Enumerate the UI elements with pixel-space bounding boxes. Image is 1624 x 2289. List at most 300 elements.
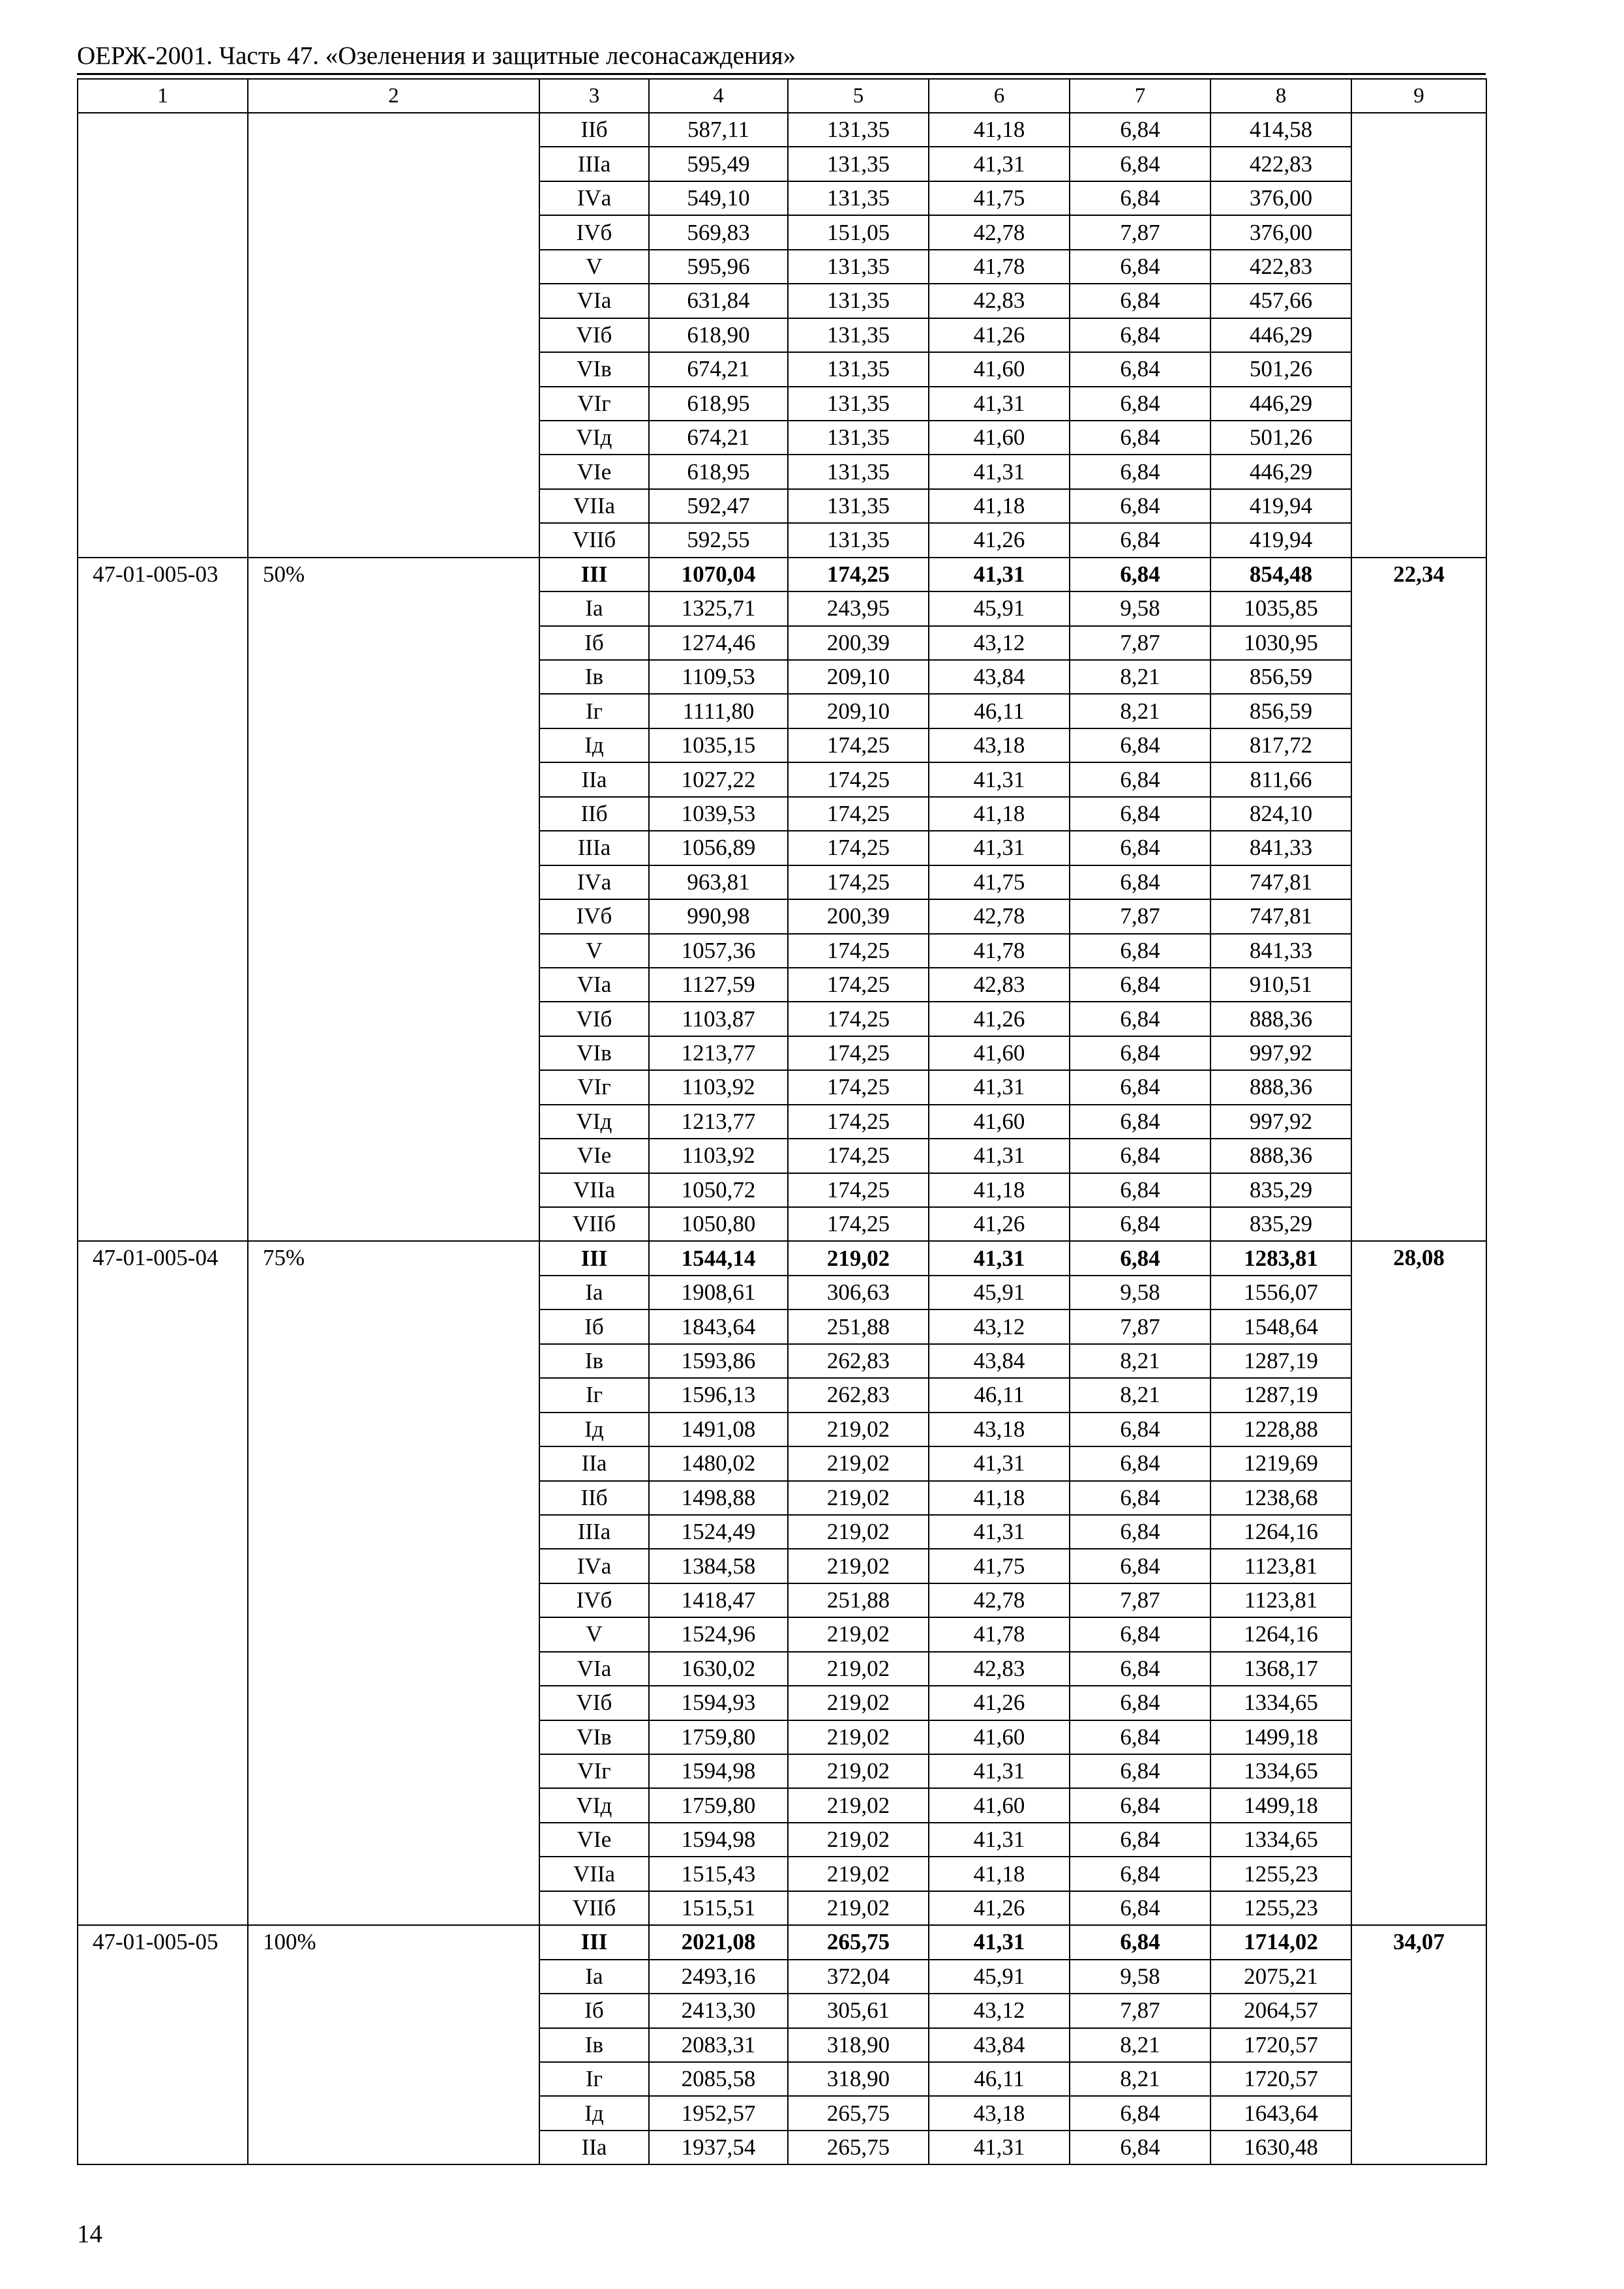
zone-cell: Iд bbox=[539, 728, 649, 762]
value-cell: 376,00 bbox=[1210, 181, 1351, 215]
value-cell: 43,18 bbox=[929, 728, 1070, 762]
zone-cell: Iв bbox=[539, 1344, 649, 1378]
value-cell: 7,87 bbox=[1070, 1994, 1210, 2027]
value-cell: 1030,95 bbox=[1210, 626, 1351, 660]
value-cell: 631,84 bbox=[649, 284, 788, 318]
col9-cell: 22,34 bbox=[1351, 558, 1486, 1242]
value-cell: 6,84 bbox=[1070, 1925, 1210, 1959]
value-cell: 1630,48 bbox=[1210, 2131, 1351, 2164]
value-cell: 446,29 bbox=[1210, 318, 1351, 352]
parameter-cell: 75% bbox=[248, 1241, 539, 1925]
value-cell: 7,87 bbox=[1070, 626, 1210, 660]
value-cell: 41,31 bbox=[929, 2131, 1070, 2164]
value-cell: 811,66 bbox=[1210, 762, 1351, 796]
value-cell: 41,60 bbox=[929, 1036, 1070, 1070]
value-cell: 306,63 bbox=[788, 1276, 929, 1309]
value-cell: 262,83 bbox=[788, 1344, 929, 1378]
value-cell: 265,75 bbox=[788, 2131, 929, 2164]
value-cell: 318,90 bbox=[788, 2062, 929, 2096]
value-cell: 6,84 bbox=[1070, 1857, 1210, 1891]
zone-cell: III bbox=[539, 558, 649, 591]
value-cell: 174,25 bbox=[788, 1002, 929, 1036]
value-cell: 8,21 bbox=[1070, 2028, 1210, 2062]
value-cell: 7,87 bbox=[1070, 899, 1210, 933]
value-cell: 6,84 bbox=[1070, 2096, 1210, 2130]
value-cell: 1720,57 bbox=[1210, 2028, 1351, 2062]
value-cell: 41,60 bbox=[929, 1105, 1070, 1139]
value-cell: 1334,65 bbox=[1210, 1754, 1351, 1788]
zone-cell: IVб bbox=[539, 899, 649, 933]
value-cell: 174,25 bbox=[788, 1070, 929, 1104]
value-cell: 131,35 bbox=[788, 147, 929, 181]
zone-cell: VIIб bbox=[539, 523, 649, 557]
value-cell: 6,84 bbox=[1070, 1036, 1210, 1070]
value-cell: 41,18 bbox=[929, 113, 1070, 147]
value-cell: 747,81 bbox=[1210, 899, 1351, 933]
value-cell: 46,11 bbox=[929, 1378, 1070, 1412]
value-cell: 219,02 bbox=[788, 1413, 929, 1446]
value-cell: 1103,92 bbox=[649, 1139, 788, 1173]
value-cell: 501,26 bbox=[1210, 352, 1351, 386]
parameter-cell: 50% bbox=[248, 558, 539, 1242]
value-cell: 219,02 bbox=[788, 1823, 929, 1857]
value-cell: 6,84 bbox=[1070, 1241, 1210, 1275]
value-cell: 41,31 bbox=[929, 147, 1070, 181]
value-cell: 376,00 bbox=[1210, 215, 1351, 249]
value-cell: 1109,53 bbox=[649, 660, 788, 694]
value-cell: 43,18 bbox=[929, 1413, 1070, 1446]
value-cell: 1384,58 bbox=[649, 1549, 788, 1583]
value-cell: 318,90 bbox=[788, 2028, 929, 2062]
value-cell: 41,18 bbox=[929, 1481, 1070, 1515]
value-cell: 595,96 bbox=[649, 250, 788, 284]
zone-cell: Iа bbox=[539, 591, 649, 625]
value-cell: 1219,69 bbox=[1210, 1446, 1351, 1480]
value-cell: 43,18 bbox=[929, 2096, 1070, 2130]
zone-cell: VIг bbox=[539, 1070, 649, 1104]
value-cell: 6,84 bbox=[1070, 1105, 1210, 1139]
value-cell: 674,21 bbox=[649, 421, 788, 455]
value-cell: 41,31 bbox=[929, 558, 1070, 591]
value-cell: 41,31 bbox=[929, 1241, 1070, 1275]
zone-cell: Iг bbox=[539, 1378, 649, 1412]
value-cell: 856,59 bbox=[1210, 660, 1351, 694]
value-cell: 174,25 bbox=[788, 934, 929, 968]
zone-cell: VIв bbox=[539, 1036, 649, 1070]
value-cell: 6,84 bbox=[1070, 1446, 1210, 1480]
value-cell: 997,92 bbox=[1210, 1036, 1351, 1070]
value-cell: 174,25 bbox=[788, 558, 929, 591]
zone-cell: VIIб bbox=[539, 1891, 649, 1925]
value-cell: 618,90 bbox=[649, 318, 788, 352]
value-cell: 6,84 bbox=[1070, 113, 1210, 147]
value-cell: 6,84 bbox=[1070, 387, 1210, 421]
value-cell: 131,35 bbox=[788, 387, 929, 421]
value-cell: 1937,54 bbox=[649, 2131, 788, 2164]
value-cell: 6,84 bbox=[1070, 147, 1210, 181]
column-number-cell: 9 bbox=[1351, 79, 1486, 113]
col9-cell bbox=[1351, 113, 1486, 558]
zone-cell: Iа bbox=[539, 1960, 649, 1994]
value-cell: 8,21 bbox=[1070, 694, 1210, 728]
value-cell: 41,60 bbox=[929, 1720, 1070, 1754]
value-cell: 7,87 bbox=[1070, 215, 1210, 249]
value-cell: 6,84 bbox=[1070, 1413, 1210, 1446]
value-cell: 6,84 bbox=[1070, 934, 1210, 968]
value-cell: 42,83 bbox=[929, 968, 1070, 1002]
value-cell: 6,84 bbox=[1070, 1788, 1210, 1822]
zone-cell: Iд bbox=[539, 1413, 649, 1446]
value-cell: 569,83 bbox=[649, 215, 788, 249]
value-cell: 446,29 bbox=[1210, 387, 1351, 421]
value-cell: 1057,36 bbox=[649, 934, 788, 968]
value-cell: 131,35 bbox=[788, 489, 929, 523]
parameter-cell: 100% bbox=[248, 1925, 539, 2164]
value-cell: 265,75 bbox=[788, 1925, 929, 1959]
value-cell: 549,10 bbox=[649, 181, 788, 215]
value-cell: 1418,47 bbox=[649, 1583, 788, 1617]
value-cell: 174,25 bbox=[788, 728, 929, 762]
zone-cell: VIе bbox=[539, 1823, 649, 1857]
value-cell: 131,35 bbox=[788, 181, 929, 215]
value-cell: 422,83 bbox=[1210, 147, 1351, 181]
zone-cell: VIе bbox=[539, 1139, 649, 1173]
value-cell: 6,84 bbox=[1070, 1070, 1210, 1104]
zone-cell: III bbox=[539, 1925, 649, 1959]
zone-cell: IIа bbox=[539, 2131, 649, 2164]
value-cell: 174,25 bbox=[788, 1139, 929, 1173]
value-cell: 7,87 bbox=[1070, 1309, 1210, 1343]
value-cell: 1103,87 bbox=[649, 1002, 788, 1036]
value-cell: 446,29 bbox=[1210, 455, 1351, 488]
value-cell: 131,35 bbox=[788, 284, 929, 318]
value-cell: 43,84 bbox=[929, 2028, 1070, 2062]
value-cell: 592,55 bbox=[649, 523, 788, 557]
value-cell: 854,48 bbox=[1210, 558, 1351, 591]
value-cell: 41,31 bbox=[929, 1139, 1070, 1173]
value-cell: 243,95 bbox=[788, 591, 929, 625]
value-cell: 6,84 bbox=[1070, 318, 1210, 352]
zone-cell: IIб bbox=[539, 797, 649, 831]
table-row bbox=[78, 558, 1486, 591]
value-cell: 41,18 bbox=[929, 797, 1070, 831]
zone-cell: IIа bbox=[539, 762, 649, 796]
value-cell: 618,95 bbox=[649, 387, 788, 421]
value-cell: 262,83 bbox=[788, 1378, 929, 1412]
zone-cell: IIб bbox=[539, 1481, 649, 1515]
value-cell: 1255,23 bbox=[1210, 1857, 1351, 1891]
value-cell: 457,66 bbox=[1210, 284, 1351, 318]
value-cell: 6,84 bbox=[1070, 831, 1210, 865]
zone-cell: IVа bbox=[539, 1549, 649, 1583]
value-cell: 1952,57 bbox=[649, 2096, 788, 2130]
value-cell: 6,84 bbox=[1070, 558, 1210, 591]
zone-cell: Iб bbox=[539, 1309, 649, 1343]
value-cell: 41,31 bbox=[929, 1823, 1070, 1857]
value-cell: 41,78 bbox=[929, 1617, 1070, 1651]
value-cell: 200,39 bbox=[788, 626, 929, 660]
zone-cell: VIа bbox=[539, 284, 649, 318]
value-cell: 41,26 bbox=[929, 1207, 1070, 1241]
value-cell: 6,84 bbox=[1070, 455, 1210, 488]
value-cell: 2075,21 bbox=[1210, 1960, 1351, 1994]
value-cell: 1111,80 bbox=[649, 694, 788, 728]
zone-cell: VIб bbox=[539, 1002, 649, 1036]
zone-cell: IVб bbox=[539, 215, 649, 249]
value-cell: 1070,04 bbox=[649, 558, 788, 591]
zone-cell: IVб bbox=[539, 1583, 649, 1617]
value-cell: 6,84 bbox=[1070, 728, 1210, 762]
zone-cell: VIа bbox=[539, 1652, 649, 1686]
value-cell: 6,84 bbox=[1070, 1754, 1210, 1788]
value-cell: 41,31 bbox=[929, 1515, 1070, 1549]
value-cell: 251,88 bbox=[788, 1583, 929, 1617]
value-cell: 6,84 bbox=[1070, 181, 1210, 215]
value-cell: 219,02 bbox=[788, 1549, 929, 1583]
value-cell: 1213,77 bbox=[649, 1105, 788, 1139]
column-number-cell: 3 bbox=[539, 79, 649, 113]
value-cell: 41,26 bbox=[929, 523, 1070, 557]
value-cell: 131,35 bbox=[788, 523, 929, 557]
header-rule bbox=[77, 73, 1486, 75]
value-cell: 265,75 bbox=[788, 2096, 929, 2130]
value-cell: 200,39 bbox=[788, 899, 929, 933]
zone-cell: VIа bbox=[539, 968, 649, 1002]
zone-cell: IIIа bbox=[539, 831, 649, 865]
value-cell: 888,36 bbox=[1210, 1070, 1351, 1104]
rates-table bbox=[77, 78, 1487, 2165]
value-cell: 41,26 bbox=[929, 318, 1070, 352]
value-cell: 174,25 bbox=[788, 865, 929, 899]
value-cell: 41,18 bbox=[929, 489, 1070, 523]
value-cell: 817,72 bbox=[1210, 728, 1351, 762]
column-number-cell: 8 bbox=[1210, 79, 1351, 113]
value-cell: 1596,13 bbox=[649, 1378, 788, 1412]
value-cell: 6,84 bbox=[1070, 762, 1210, 796]
zone-cell: Iг bbox=[539, 694, 649, 728]
zone-cell: IIб bbox=[539, 113, 649, 147]
value-cell: 8,21 bbox=[1070, 1378, 1210, 1412]
value-cell: 1498,88 bbox=[649, 1481, 788, 1515]
value-cell: 41,75 bbox=[929, 865, 1070, 899]
zone-cell: Iг bbox=[539, 2062, 649, 2096]
table-row bbox=[78, 1925, 1486, 1959]
value-cell: 1228,88 bbox=[1210, 1413, 1351, 1446]
value-cell: 42,78 bbox=[929, 1583, 1070, 1617]
value-cell: 6,84 bbox=[1070, 1481, 1210, 1515]
zone-cell: Iв bbox=[539, 2028, 649, 2062]
value-cell: 6,84 bbox=[1070, 1002, 1210, 1036]
value-cell: 6,84 bbox=[1070, 1686, 1210, 1720]
value-cell: 990,98 bbox=[649, 899, 788, 933]
value-cell: 841,33 bbox=[1210, 934, 1351, 968]
value-cell: 174,25 bbox=[788, 1036, 929, 1070]
value-cell: 1630,02 bbox=[649, 1652, 788, 1686]
value-cell: 1334,65 bbox=[1210, 1686, 1351, 1720]
value-cell: 1283,81 bbox=[1210, 1241, 1351, 1275]
value-cell: 419,94 bbox=[1210, 523, 1351, 557]
column-number-cell: 7 bbox=[1070, 79, 1210, 113]
value-cell: 6,84 bbox=[1070, 1515, 1210, 1549]
value-cell: 1499,18 bbox=[1210, 1720, 1351, 1754]
value-cell: 6,84 bbox=[1070, 284, 1210, 318]
table-row bbox=[78, 113, 1486, 147]
value-cell: 9,58 bbox=[1070, 1276, 1210, 1309]
value-cell: 43,12 bbox=[929, 1309, 1070, 1343]
value-cell: 1515,43 bbox=[649, 1857, 788, 1891]
value-cell: 1548,64 bbox=[1210, 1309, 1351, 1343]
value-cell: 131,35 bbox=[788, 250, 929, 284]
value-cell: 1123,81 bbox=[1210, 1549, 1351, 1583]
value-cell: 219,02 bbox=[788, 1652, 929, 1686]
value-cell: 1274,46 bbox=[649, 626, 788, 660]
value-cell: 9,58 bbox=[1070, 591, 1210, 625]
value-cell: 41,31 bbox=[929, 1754, 1070, 1788]
value-cell: 1759,80 bbox=[649, 1788, 788, 1822]
value-cell: 592,47 bbox=[649, 489, 788, 523]
value-cell: 219,02 bbox=[788, 1788, 929, 1822]
value-cell: 209,10 bbox=[788, 660, 929, 694]
value-cell: 1544,14 bbox=[649, 1241, 788, 1275]
value-cell: 372,04 bbox=[788, 1960, 929, 1994]
value-cell: 43,84 bbox=[929, 1344, 1070, 1378]
value-cell: 414,58 bbox=[1210, 113, 1351, 147]
zone-cell: VIб bbox=[539, 1686, 649, 1720]
zone-cell: VIв bbox=[539, 352, 649, 386]
value-cell: 1491,08 bbox=[649, 1413, 788, 1446]
column-number-cell: 1 bbox=[78, 79, 248, 113]
value-cell: 219,02 bbox=[788, 1686, 929, 1720]
value-cell: 45,91 bbox=[929, 1960, 1070, 1994]
value-cell: 41,78 bbox=[929, 934, 1070, 968]
value-cell: 618,95 bbox=[649, 455, 788, 488]
rate-code-cell: 47-01-005-05 bbox=[78, 1925, 248, 2164]
value-cell: 41,60 bbox=[929, 1788, 1070, 1822]
value-cell: 6,84 bbox=[1070, 1549, 1210, 1583]
value-cell: 1238,68 bbox=[1210, 1481, 1351, 1515]
value-cell: 2493,16 bbox=[649, 1960, 788, 1994]
value-cell: 219,02 bbox=[788, 1891, 929, 1925]
value-cell: 251,88 bbox=[788, 1309, 929, 1343]
value-cell: 7,87 bbox=[1070, 1583, 1210, 1617]
value-cell: 835,29 bbox=[1210, 1207, 1351, 1241]
value-cell: 42,83 bbox=[929, 284, 1070, 318]
value-cell: 1287,19 bbox=[1210, 1344, 1351, 1378]
value-cell: 501,26 bbox=[1210, 421, 1351, 455]
value-cell: 1499,18 bbox=[1210, 1788, 1351, 1822]
value-cell: 1050,72 bbox=[649, 1173, 788, 1207]
value-cell: 2064,57 bbox=[1210, 1994, 1351, 2027]
value-cell: 1720,57 bbox=[1210, 2062, 1351, 2096]
value-cell: 42,83 bbox=[929, 1652, 1070, 1686]
value-cell: 1255,23 bbox=[1210, 1891, 1351, 1925]
value-cell: 6,84 bbox=[1070, 865, 1210, 899]
zone-cell: V bbox=[539, 250, 649, 284]
value-cell: 41,31 bbox=[929, 387, 1070, 421]
value-cell: 174,25 bbox=[788, 968, 929, 1002]
value-cell: 1264,16 bbox=[1210, 1617, 1351, 1651]
zone-cell: VIе bbox=[539, 455, 649, 488]
value-cell: 1035,85 bbox=[1210, 591, 1351, 625]
value-cell: 1556,07 bbox=[1210, 1276, 1351, 1309]
value-cell: 1287,19 bbox=[1210, 1378, 1351, 1412]
value-cell: 1593,86 bbox=[649, 1344, 788, 1378]
value-cell: 1325,71 bbox=[649, 591, 788, 625]
value-cell: 1334,65 bbox=[1210, 1823, 1351, 1857]
value-cell: 41,31 bbox=[929, 831, 1070, 865]
zone-cell: Iв bbox=[539, 660, 649, 694]
zone-cell: VIIб bbox=[539, 1207, 649, 1241]
value-cell: 41,78 bbox=[929, 250, 1070, 284]
value-cell: 8,21 bbox=[1070, 2062, 1210, 2096]
value-cell: 305,61 bbox=[788, 1994, 929, 2027]
parameter-cell bbox=[248, 113, 539, 558]
value-cell: 131,35 bbox=[788, 318, 929, 352]
value-cell: 2083,31 bbox=[649, 2028, 788, 2062]
value-cell: 2085,58 bbox=[649, 2062, 788, 2096]
value-cell: 1843,64 bbox=[649, 1309, 788, 1343]
value-cell: 174,25 bbox=[788, 797, 929, 831]
value-cell: 1056,89 bbox=[649, 831, 788, 865]
value-cell: 131,35 bbox=[788, 421, 929, 455]
zone-cell: III bbox=[539, 1241, 649, 1275]
value-cell: 41,26 bbox=[929, 1891, 1070, 1925]
value-cell: 131,35 bbox=[788, 113, 929, 147]
value-cell: 219,02 bbox=[788, 1617, 929, 1651]
zone-cell: Iд bbox=[539, 2096, 649, 2130]
value-cell: 219,02 bbox=[788, 1481, 929, 1515]
value-cell: 6,84 bbox=[1070, 489, 1210, 523]
value-cell: 41,26 bbox=[929, 1002, 1070, 1036]
value-cell: 587,11 bbox=[649, 113, 788, 147]
rate-code-cell: 47-01-005-04 bbox=[78, 1241, 248, 1925]
value-cell: 6,84 bbox=[1070, 523, 1210, 557]
value-cell: 41,26 bbox=[929, 1686, 1070, 1720]
value-cell: 1594,93 bbox=[649, 1686, 788, 1720]
value-cell: 6,84 bbox=[1070, 1139, 1210, 1173]
value-cell: 856,59 bbox=[1210, 694, 1351, 728]
value-cell: 43,12 bbox=[929, 626, 1070, 660]
zone-cell: VIб bbox=[539, 318, 649, 352]
value-cell: 1039,53 bbox=[649, 797, 788, 831]
value-cell: 219,02 bbox=[788, 1515, 929, 1549]
value-cell: 595,49 bbox=[649, 147, 788, 181]
zone-cell: VIд bbox=[539, 421, 649, 455]
value-cell: 41,31 bbox=[929, 1446, 1070, 1480]
value-cell: 6,84 bbox=[1070, 1720, 1210, 1754]
value-cell: 41,31 bbox=[929, 762, 1070, 796]
value-cell: 46,11 bbox=[929, 2062, 1070, 2096]
value-cell: 219,02 bbox=[788, 1241, 929, 1275]
value-cell: 1103,92 bbox=[649, 1070, 788, 1104]
value-cell: 6,84 bbox=[1070, 1891, 1210, 1925]
zone-cell: Iб bbox=[539, 626, 649, 660]
zone-cell: VIIа bbox=[539, 1173, 649, 1207]
value-cell: 963,81 bbox=[649, 865, 788, 899]
value-cell: 6,84 bbox=[1070, 968, 1210, 1002]
col9-cell: 28,08 bbox=[1351, 1241, 1486, 1925]
value-cell: 41,75 bbox=[929, 1549, 1070, 1583]
value-cell: 1515,51 bbox=[649, 1891, 788, 1925]
zone-cell: VIд bbox=[539, 1105, 649, 1139]
rate-code-cell: 47-01-005-03 bbox=[78, 558, 248, 1242]
zone-cell: V bbox=[539, 934, 649, 968]
value-cell: 747,81 bbox=[1210, 865, 1351, 899]
zone-cell: VIIа bbox=[539, 1857, 649, 1891]
zone-cell: VIIа bbox=[539, 489, 649, 523]
value-cell: 41,75 bbox=[929, 181, 1070, 215]
value-cell: 1027,22 bbox=[649, 762, 788, 796]
